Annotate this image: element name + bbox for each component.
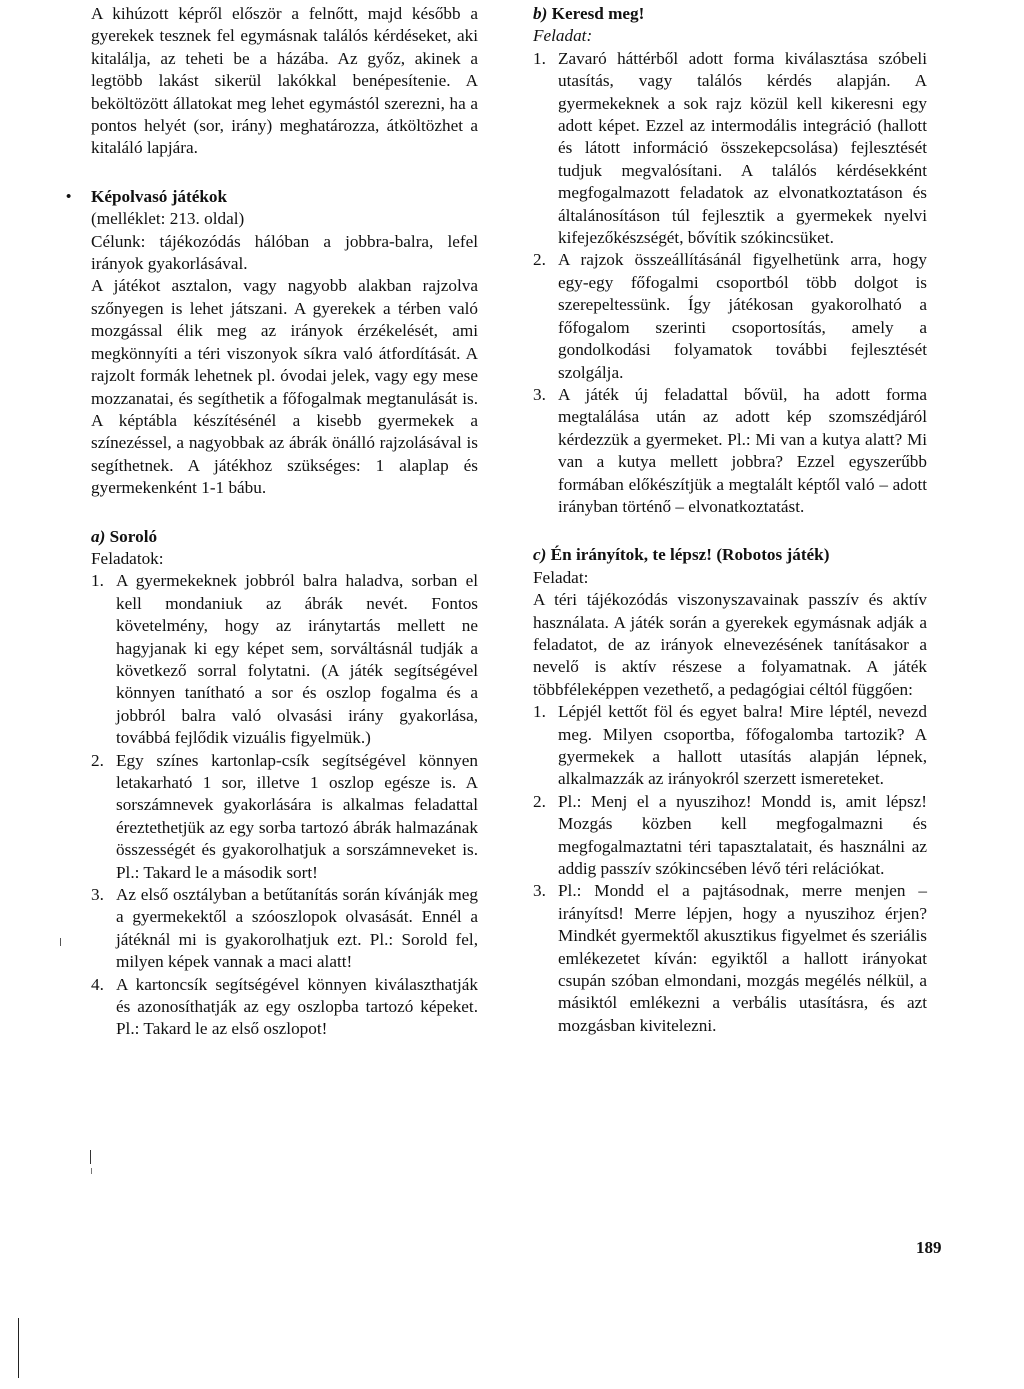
list-item-number: 2.	[533, 250, 546, 270]
list-item-text: A kartoncsík segítségével könnyen kiválaszthatják és azonosíthatják az egy oszlopba tartozó képeket. Pl.: Takard le az első oszlopot!	[116, 974, 478, 1039]
list-item	[91, 750, 478, 884]
section-b-letter: b)	[533, 4, 548, 23]
list-item-text: A játék új feladattal bővül, ha adott forma megtalálása után az adott kép szomszédjáról kérdezzük a gyermeket. Pl.: Mi van a kutya alatt? Mi van a kutya mellett jobbra? Ezzel egyszerűbb formában előkészítjük a megtalált képtől való – adott irányban történő – elvonatkoztatást.	[558, 384, 927, 516]
list-item	[533, 384, 927, 518]
list-item	[91, 570, 478, 749]
list-item	[533, 701, 927, 791]
list-item-number: 1.	[533, 702, 546, 722]
scan-mark	[60, 938, 61, 946]
list-item-text: A gyermekeknek jobbról balra haladva, sorban el kell mondaniuk az ábrák nevét. Fontos követelmény, hogy az iránytartás mellett ne hagyjanak ki egy képet sem, sorváltásnál tudják a következő sorral folytatni. (A játék segítségével könnyen tanítható a sor és oszlop fogalma és a jobbról balra való olvasási irány gyakorlása, továbbá fejlődik vizuális figyelmük.)	[116, 571, 478, 748]
list-item-text: Lépjél kettőt föl és egyet balra! Mire léptél, nevezd meg. Milyen csoportba, főfogalomba tartozik? A gyermekek a hallott utasítás alapján lépnek, alkalmazzák az irányokról szerzett ismereteket.	[558, 702, 927, 789]
list-item-number: 1.	[533, 48, 546, 68]
list-item-number: 2.	[91, 750, 104, 770]
scan-mark	[91, 1168, 92, 1174]
list-item-text: Zavaró háttérből adott forma kiválasztása szóbeli utasítás, vagy találós kérdés alapján. A gyermekeknek a sok rajz közül kell kikeresni egy adott képet. Ezzel az intermodális integráció (hallott és látott információ összekepcsolása) fejlesztését tudjuk megvalósítani. A találós kérdésekként megfogalmazott feladatok az elvonatkoztatáson és általánosításon túl fejlesztik a gyermekek nyelvi kifejezőkészségét, bővítik szókincsüket.	[558, 48, 927, 248]
section-c-list	[533, 701, 927, 1037]
right-column	[533, 3, 927, 1037]
section-a-heading	[91, 526, 478, 548]
section-c-heading	[533, 544, 927, 566]
game-heading-text: Képolvasó játékok	[91, 186, 228, 206]
list-item-number: 2.	[533, 791, 546, 811]
section-c-title: Én irányítok, te lépsz! (Robotos játék)	[550, 545, 830, 565]
game-description: A játékot asztalon, vagy nagyobb alakban rajzolva szőnyegen is lehet játszani. A gyerekek a térben való mozgással élik meg az irányok érzékelését, ami megkönnyíti a téri viszonyok síkra való átfordítását. A rajzolt formák lehetnek pl. óvodai jelek, vagy egy mese mozzanatai, és segíthetik a főfogalmak megtanulását is. A képtábla készítésénél a kisebb gyermekek a színezéssel, a nagyobbak az ábrák önálló rajzolásával is segíthetnek. A játékhoz szükséges: 1 alaplap és gyermekenként 1-1 bábu.	[91, 276, 478, 498]
list-item	[533, 791, 927, 881]
section-c-letter: c)	[533, 545, 547, 565]
intro-paragraph: A kihúzott képről először a felnőtt, majd később a gyerekek tesznek fel egymásnak találós kérdéseket, aki kitalálja, az teheti be a házába. Az győz, akinek a legtöbb lakást sikerül lakókkal benépesítenie. A beköltözött állatokat meg lehet egymástól szerezni, ha a pontos helyét (sor, irány) meghatározza, átköltözhet a kitaláló lapjára.	[91, 4, 478, 158]
scan-mark	[90, 1150, 91, 1164]
bullet-icon: •	[66, 188, 72, 205]
list-item	[91, 974, 478, 1041]
section-a-list	[91, 570, 478, 1041]
section-b-heading	[533, 3, 927, 25]
list-item-number: 3.	[533, 384, 546, 404]
left-column	[66, 3, 478, 1041]
list-item-text: A rajzok összeállításánál figyelhetünk arra, hogy egy-egy főfogalmi csoportból több dolgot is szerepeltessünk. Így játékosan gyakorolható a főfogalom szerinti csoportosítás, amely a gondolkodási folyamatok további fejlesztését szolgálja.	[558, 250, 927, 382]
list-item-number: 3.	[91, 885, 104, 905]
list-item-text: Pl.: Mondd el a pajtásodnak, merre menjen – irányítsd! Merre lépjen, hogy a nyuszihoz érjen? Mindkét gyermektől akusztikus figyelmet és szeriális emlékezetet kíván: egyiktől a hallott irányokat csupán szóban elmondani, mozgás megélés nélkül, a másiktól emlékezni a verbális utasításra, és azt mozgásban kivitelezni.	[558, 881, 927, 1035]
section-c-intro: A téri tájékozódás viszonyszavainak passzív és aktív használata. A játék során a gyerekek egymásnak adják a feladatot, de az irányok elnevezésének tanításakor a nevelő is aktív részese a folyamatnak. A játék többféleképpen vezethető, a pedagógiai céltól függően:	[533, 590, 927, 699]
list-item	[91, 884, 478, 974]
list-item-text: Pl.: Menj el a nyuszihoz! Mondd is, amit lépsz! Mozgás közben kell megfogalmazni és megfogalmaztatni téri tapasztalatait, és használni az addig passzív szókincsében lévő téri relációkat.	[558, 791, 927, 879]
section-b-list	[533, 48, 927, 519]
list-item	[533, 48, 927, 250]
section-a-title: Soroló	[109, 526, 158, 546]
list-item-number: 1.	[91, 571, 104, 591]
section-b-title: Keresd meg!	[551, 4, 645, 23]
list-item-number: 3.	[533, 881, 546, 901]
list-item	[533, 249, 927, 383]
section-a-tasks-label: Feladatok:	[91, 548, 164, 568]
game-goal: Célunk: tájékozódás hálóban a jobbra-balra, lefel irányok gyakorlásával.	[91, 231, 478, 274]
game-appendix: (melléklet: 213. oldal)	[91, 209, 245, 229]
page-number: 189	[916, 1238, 942, 1257]
section-b-task-label: Feladat:	[533, 26, 593, 46]
scan-mark	[18, 1318, 19, 1378]
section-a-letter: a)	[91, 526, 106, 546]
list-item-number: 4.	[91, 974, 104, 994]
game-heading	[66, 186, 478, 208]
section-c-task-label: Feladat:	[533, 567, 589, 587]
list-item	[533, 880, 927, 1037]
list-item-text: Egy színes kartonlap-csík segítségével könnyen letakarható 1 sor, illetve 1 oszlop egésze is. A sorszámnevek gyakorlására is alkalmas feladattal éreztethetjük az egy sorba tartozó ábrák halmazának összességét és gyakorolhatjuk a sorszámneveket is. Pl.: Takard le a második sort!	[116, 750, 478, 882]
list-item-text: Az első osztályban a betűtanítás során kívánják meg a gyermekektől a szóoszlopok olvasását. Ennél a játéknál mi is gyakorolhatjuk ezt. Pl.: Sorold fel, milyen képek vannak a maci alatt!	[116, 885, 478, 972]
